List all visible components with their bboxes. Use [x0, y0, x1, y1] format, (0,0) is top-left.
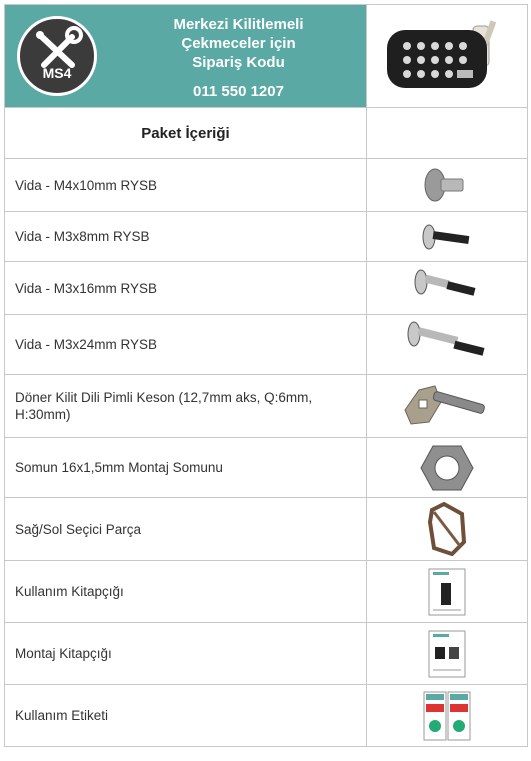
item-label: Vida - M4x10mm RYSB	[5, 159, 367, 212]
package-contents-table	[4, 4, 528, 747]
item-label: Montaj Kitapçığı	[5, 623, 367, 685]
item-image-cell	[367, 498, 528, 561]
item-label: Vida - M3x16mm RYSB	[5, 262, 367, 315]
item-image-cell	[367, 623, 528, 685]
screw-icon	[417, 219, 477, 255]
order-info	[117, 15, 360, 101]
title-line-3: Sipariş Kodu	[192, 54, 285, 71]
item-label: Somun 16x1,5mm Montaj Somunu	[5, 438, 367, 498]
tools-badge	[17, 16, 97, 96]
item-label: Kullanım Etiketi	[5, 685, 367, 747]
cam-icon	[399, 380, 495, 432]
item-image-cell	[367, 438, 528, 498]
badge-label: MS4	[42, 65, 72, 81]
item-image-cell	[367, 262, 528, 315]
label-sheet-icon	[422, 690, 472, 742]
item-image-cell	[367, 561, 528, 623]
item-image-cell	[367, 685, 528, 747]
item-label: Vida - M3x24mm RYSB	[5, 315, 367, 375]
booklet-icon	[427, 567, 467, 617]
header-cell	[5, 5, 367, 108]
order-code: 011 550 1207	[193, 83, 284, 100]
title-line-1: Merkezi Kilitlemeli	[173, 16, 304, 33]
title-line-2: Çekmeceler için	[181, 35, 296, 52]
wrench-screwdriver-icon	[20, 19, 94, 93]
section-title: Paket İçeriği	[5, 108, 367, 159]
item-label: Döner Kilit Dili Pimli Keson (12,7mm aks, Q:6mm, H:30mm)	[5, 375, 367, 438]
hex-nut-icon	[419, 442, 475, 494]
empty-cell	[367, 108, 528, 159]
long-screw-icon	[402, 320, 492, 370]
booklet-icon	[427, 629, 467, 679]
item-label: Sağ/Sol Seçici Parça	[5, 498, 367, 561]
product-image-cell	[367, 5, 528, 108]
item-label: Vida - M3x8mm RYSB	[5, 212, 367, 262]
short-screw-icon	[417, 163, 477, 207]
item-image-cell	[367, 159, 528, 212]
item-image-cell	[367, 375, 528, 438]
item-image-cell	[367, 212, 528, 262]
screw-icon	[409, 266, 485, 310]
item-image-cell	[367, 315, 528, 375]
item-label: Kullanım Kitapçığı	[5, 561, 367, 623]
keypad-lock-image	[377, 16, 517, 96]
selector-part-icon	[422, 502, 472, 556]
